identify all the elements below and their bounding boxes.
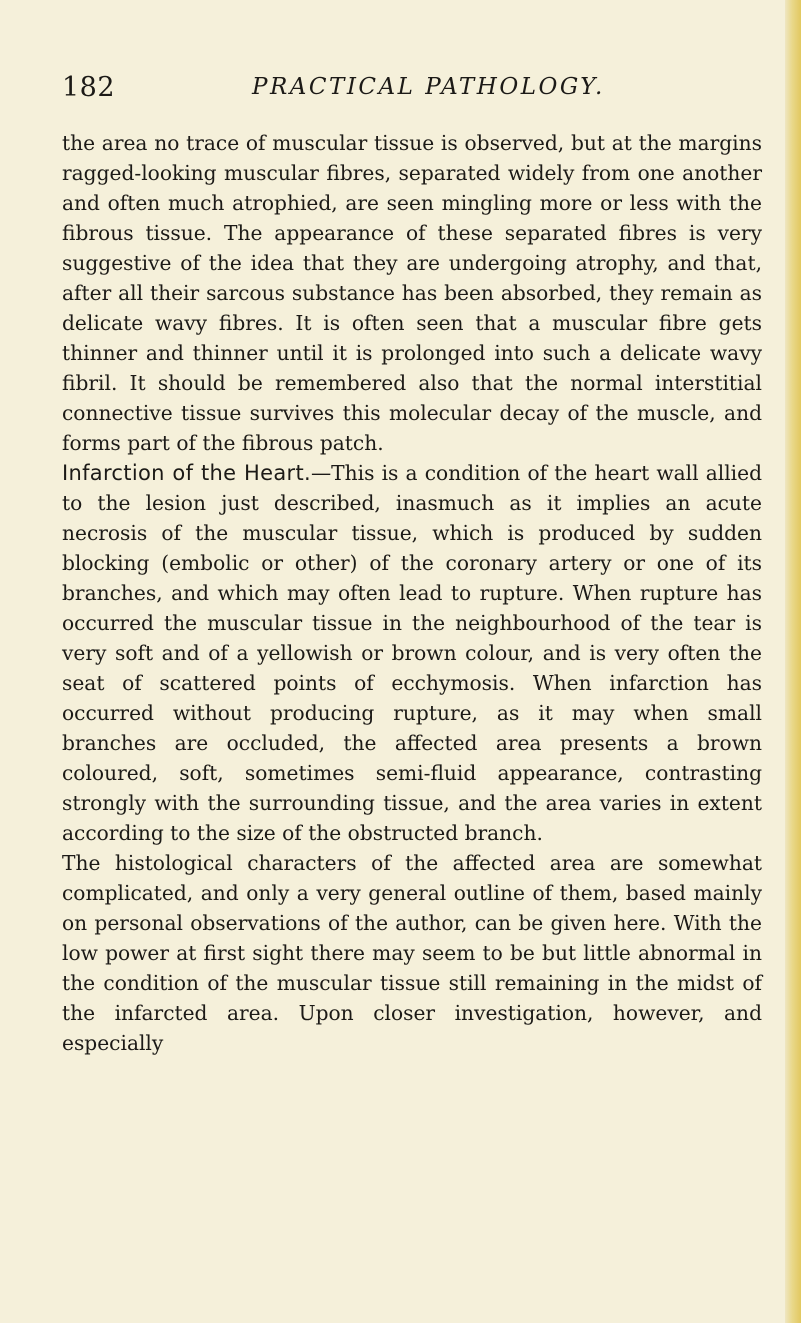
page-header — [62, 72, 762, 112]
running-head: PRACTICAL PATHOLOGY. — [252, 74, 605, 100]
body-text — [62, 128, 762, 1058]
paragraph-2 — [62, 458, 762, 848]
page-edge — [785, 0, 801, 1323]
section-heading: Infarction of the Heart. — [62, 461, 311, 485]
page-number: 182 — [62, 72, 116, 103]
paragraph-1: the area no trace of muscular tissue is observed, but at the margins ragged-looking muscular fibres, separated widely from one another and often much atrophied, are seen mingling more or less with the fibrous tissue. The appearance of these separated fibres is very suggestive of the idea that they are undergoing atrophy, and that, after all their sarcous substance has been absorbed, they remain as delicate wavy fibres. It is often seen that a muscular fibre gets thinner and thinner until it is prolonged into such a delicate wavy fibril. It should be remembered also that the normal interstitial connective tissue survives this molecular decay of the muscle, and forms part of the fibrous patch. — [62, 131, 762, 455]
paragraph-3: The histological characters of the affected area are somewhat complicated, and only a very general outline of them, based mainly on personal observations of the author, can be given here. With the low power at first sight there may seem to be but little abnormal in the condition of the muscular tissue still remaining in the midst of the infarcted area. Upon closer investigation, however, and especially — [62, 851, 762, 1055]
paragraph-2-text: —This is a condition of the heart wall allied to the lesion just described, inasmuch as it implies an acute necrosis of the muscular tissue, which is produced by sudden blocking (embolic or other) of the coronary artery or one of its branches, and which may often lead to rupture. When rupture has occurred the muscular tissue in the neighbourhood of the tear is very soft and of a yellowish or brown colour, and is very often the seat of scattered points of ecchymosis. When infarction has occurred without producing rupture, as it may when small branches are occluded, the affected area presents a brown coloured, soft, sometimes semi-fluid appearance, contrasting strongly with the surrounding tissue, and the area varies in extent according to the size of the obstructed branch. — [62, 461, 762, 845]
